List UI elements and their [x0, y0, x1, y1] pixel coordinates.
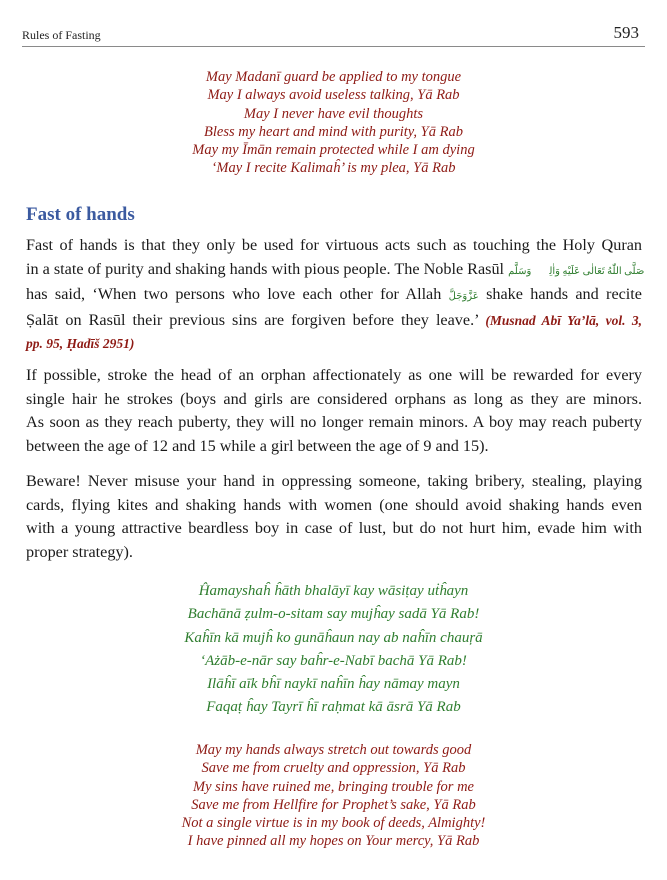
- hadith-citation: (Musnad Abī Ya’lā, vol. 3,: [485, 312, 642, 328]
- paragraph-beware: [26, 470, 642, 564]
- paragraph-line: Fast of hands is that they only be used for virtuous acts such as touching the Holy Quran: [26, 236, 642, 254]
- verse-bottom: [0, 741, 667, 851]
- verse-line: Bachānā ẓulm-o-sitam say mujĥay sadā Yā Rab!: [187, 606, 480, 623]
- verse-line: Faqaṭ ĥay Tayrī ĥī raḥmat kā āsrā Yā Rab: [206, 699, 461, 716]
- paragraph-line: between the age of 12 and 15 while a girl between the age of 9 and 15).: [26, 436, 489, 455]
- allah-honorific: عَزَّوَجَلَّ: [448, 291, 479, 302]
- verse-line: Save me from cruelty and oppression, Yā Rab: [201, 760, 466, 777]
- verse-line: May Madanī guard be applied to my tongue: [205, 69, 462, 85]
- verse-line: ‘Ażāb-e-nār say baĥr-e-Nabī bachā Yā Rab!: [200, 652, 467, 669]
- paragraph-line: [26, 258, 645, 284]
- verse-line: Save me from Hellfire for Prophet’s sake, Yā Rab: [191, 796, 476, 813]
- verse-line: May I always avoid useless talking, Yā Rab: [207, 87, 460, 104]
- verse-line: Not a single virtue is in my book of deeds, Almighty!: [181, 815, 486, 832]
- paragraph-line: If possible, stroke the head of an orphan affectionately as one will be rewarded for every: [26, 366, 642, 384]
- verse-line: I have pinned all my hopes on Your mercy, Yā Rab: [187, 833, 480, 850]
- verse-top: [0, 68, 667, 178]
- paragraph-line: [26, 283, 642, 309]
- hadith-citation: pp. 95, Ḥadīš 2951): [26, 336, 135, 351]
- running-title: Rules of Fasting: [22, 28, 101, 42]
- paragraph-line: single hair he strokes (boys and girls are considered orphans as long as they are minors.: [26, 389, 642, 408]
- prophet-honorific: صَلَّى اللّٰهُ تَعَالٰى عَلَيْهِ وَاٰلِهٖ وَسَلَّم: [508, 265, 645, 277]
- paragraph-line: cards, flying kites and shaking hands with women (one should avoid shaking hands even: [26, 495, 642, 514]
- page-number: 593: [613, 23, 639, 42]
- verse-line: ‘May I recite Kalimaĥ’ is my plea, Yā Rab: [211, 160, 456, 177]
- section-heading: Fast of hands: [26, 204, 135, 225]
- paragraph-fast-of-hands: [26, 234, 645, 356]
- paragraph-text: has said, ‘When two persons who love each other for Allah: [26, 285, 442, 303]
- verse-line: May my hands always stretch out towards good: [195, 742, 472, 758]
- verse-line: Bless my heart and mind with purity, Yā Rab: [204, 123, 463, 140]
- paragraph-line: proper strategy).: [26, 542, 133, 561]
- paragraph-text: in a state of purity and shaking hands with pious people. The Noble Rasūl: [26, 259, 505, 278]
- paragraph-line: Beware! Never misuse your hand in oppressing someone, taking bribery, stealing, playing: [26, 472, 642, 490]
- paragraph-text: Ṣalāt on Rasūl their previous sins are forgiven before they leave.’: [26, 310, 479, 329]
- paragraph-line: [26, 332, 642, 356]
- paragraph-line: [26, 309, 642, 333]
- verse-line: Ilāĥī aīk bĥī naykī naĥīn ĥay nāmay mayn: [207, 676, 460, 693]
- verse-urdu: [0, 580, 667, 720]
- paragraph-line: As soon as they reach puberty, they will no longer remain minors. A boy may reach puberty: [26, 413, 642, 431]
- paragraph-text: shake hands and recite: [486, 285, 642, 303]
- verse-line: May my Īmān remain protected while I am dying: [192, 142, 475, 159]
- verse-line: Kaĥīn kā mujĥ ko gunāĥaun nay ab naĥīn chauŗā: [184, 629, 483, 646]
- verse-line: May I never have evil thoughts: [243, 105, 424, 122]
- page-header: [22, 22, 645, 47]
- paragraph-orphan: [26, 364, 642, 458]
- verse-line: My sins have ruined me, bringing trouble for me: [193, 778, 474, 795]
- paragraph-line: with a young attractive beardless boy in case of lust, but do not hurt him, evade him with: [26, 519, 642, 537]
- verse-line: Ĥamayshaĥ ĥāth bhalāyī kay wāsiṭay uṫĥayn: [198, 583, 469, 599]
